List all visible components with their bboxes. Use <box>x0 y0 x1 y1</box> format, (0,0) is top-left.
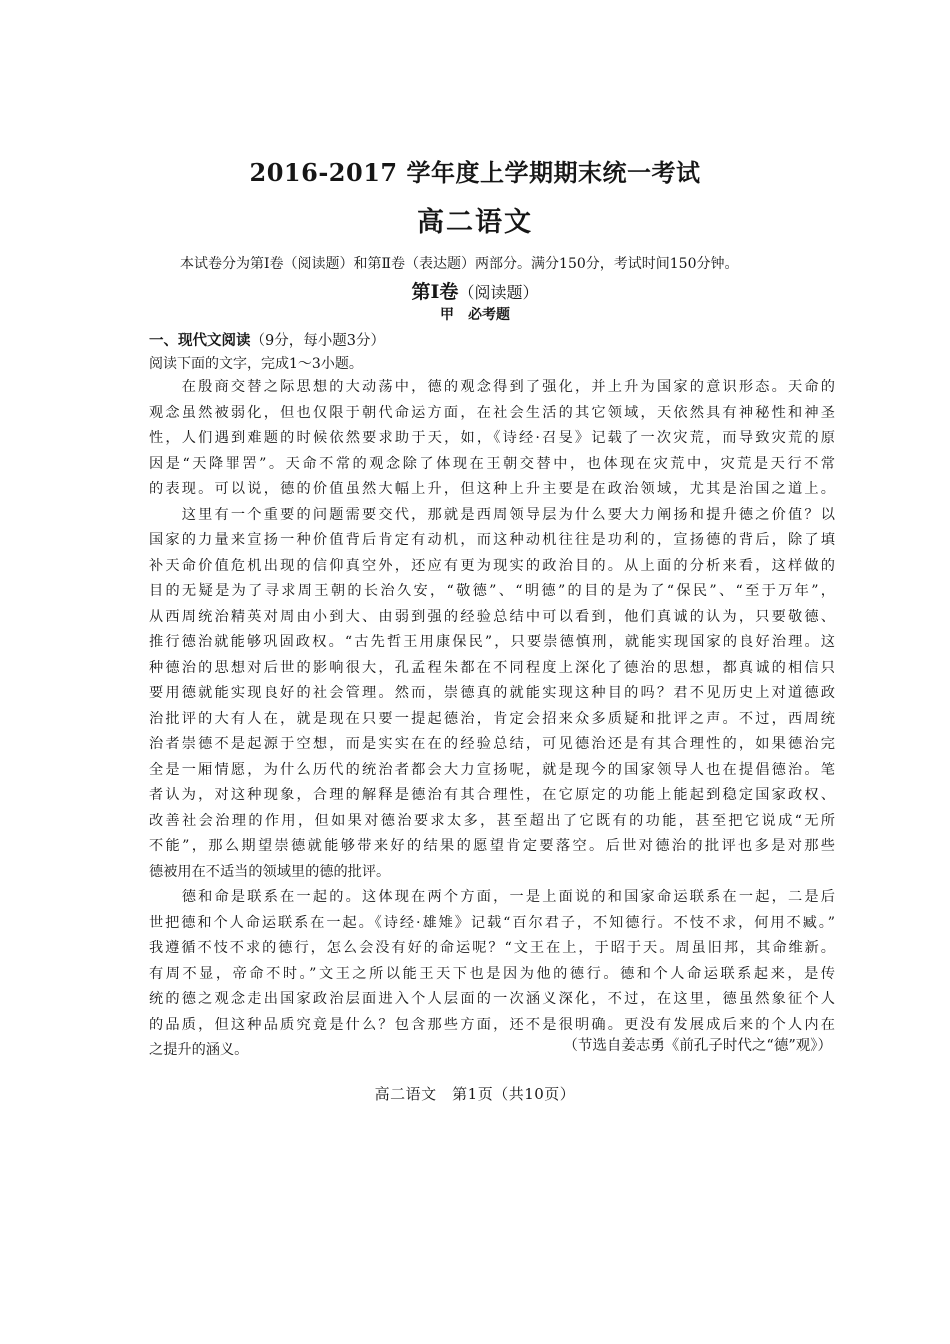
exam-title: 2016-2017 学年度上学期期末统一考试 <box>249 158 701 187</box>
subject-title: 高二语文 <box>417 207 533 238</box>
passage-line: 这里有一个重要的问题需要交代，那就是西周领导层为什么要大力阐扬和提升德之价值？以 <box>149 506 835 523</box>
passage-line: 全是一厢情愿，为什么历代的统治者都会大力宣扬呢，就是现今的国家领导人也在提倡德治。笔 <box>149 761 835 778</box>
passage-line: 德被用在不适当的领域里的德的批评。 <box>149 863 391 880</box>
part-label: 甲 必考题 <box>440 307 510 323</box>
passage-line: 性，人们遇到难题的时候依然要求助于天，如，《诗经·召旻》记载了一次灾荒，而导致灾荒的原 <box>149 430 835 446</box>
passage-line: 世把德和个人命运联系在一起。《诗经·雄雉》记载“百尔君子，不知德行。不忮不求，何用不臧。” <box>149 914 835 931</box>
passage-line: 我遵循不忮不求的德行，怎么会没有好的命运呢？“文王在上，于昭于天。周虽旧邦，其命维新。 <box>149 940 835 956</box>
passage-line: 种德治的思想对后世的影响很大，孔孟程朱都在不同程度上深化了德治的思想，都真诚的相信只 <box>149 659 835 676</box>
passage-line: 因是“天降罪罟”。天命不常的观念除了体现在王朝交替中，也体现在灾荒中，灾荒是天行不常 <box>149 455 835 472</box>
passage-line: 统的德之观念走出国家政治层面进入个人层面的一次涵义深化，不过，在这里，德虽然象征个人 <box>149 991 835 1007</box>
passage-line: 治批评的大有人在，就是现在只要一提起德治，肯定会招来众多质疑和批评之声。不过，西周统 <box>149 710 835 727</box>
volume-title-main: 第Ⅰ卷 <box>411 281 459 303</box>
passage-line: 不能”，那么期望崇德就能够带来好的结果的愿望肯定要落空。后世对德治的批评也多是对那些 <box>149 838 835 854</box>
passage-line: 观念虽然被弱化，但也仅限于朝代命运方面，在社会生活的其它领域，天依然具有神秘性和神圣 <box>149 404 835 421</box>
passage-line: 之提升的涵义。 <box>149 1042 249 1058</box>
volume-title <box>0 277 950 304</box>
passage-line: 的品质，但这种品质究竟是什么？包含那些方面，还不是很明确。更没有发展成后来的个人内在 <box>149 1016 835 1033</box>
volume-title-note: （阅读题） <box>458 283 539 302</box>
passage-line: 从西周统治精英对周由小到大、由弱到强的经验总结中可以看到，他们真诚的认为，只要敬德、 <box>149 608 835 625</box>
passage-line: 改善社会治理的作用，但如果对德治要求太多，甚至超出了它既有的功能，甚至把它说成“无所 <box>149 812 835 829</box>
passage-line: 补天命价值危机出现的信仰真空外，还应有更为现实的政治目的。从上面的分析来看，这样做的 <box>149 557 835 574</box>
passage-paragraph-2 <box>149 503 835 886</box>
passage-line: 在殷商交替之际思想的大动荡中，德的观念得到了强化，并上升为国家的意识形态。天命的 <box>149 379 835 395</box>
passage-line: 有周不显，帝命不时。”文王之所以能王天下也是因为他的德行。德和个人命运联系起来，是传 <box>149 965 835 982</box>
page-footer: 高二语文 第1页（共10页） <box>374 1085 576 1103</box>
passage-line: 德和命是联系在一起的。这体现在两个方面，一是上面说的和国家命运联系在一起，二是后 <box>149 889 835 905</box>
passage-line: 的表现。可以说，德的价值虽然大幅上升，但这种上升主要是在政治领域，尤其是治国之道上。 <box>149 481 835 497</box>
passage-line: 者认为，对这种现象，合理的解释是德治有其合理性，在它原定的功能上能起到稳定国家政权、 <box>149 787 835 803</box>
passage-paragraph-1 <box>149 375 835 503</box>
section-heading-main: 一、现代文阅读 <box>149 332 251 349</box>
passage-line: 治者崇德不是起源于空想，而是实实在在的经验总结，可见德治还是有其合理性的，如果德治完 <box>149 736 835 752</box>
passage-line: 要用德就能实现良好的社会管理。然而，崇德真的就能实现这种目的吗？君不见历史上对道德政 <box>149 685 835 701</box>
passage-line: 目的无疑是为了寻求周王朝的长治久安，“敬德”、“明德”的目的是为了“保民”、“至于万年”， <box>149 583 835 599</box>
passage-line: 推行德治就能够巩固政权。“古先哲王用康保民”，只要崇德慎刑，就能实现国家的良好治理。这 <box>149 634 835 650</box>
reading-instruction: 阅读下面的文字，完成1～3小题。 <box>149 356 363 372</box>
section-heading-note: （9分，每小题3分） <box>250 333 385 349</box>
exam-instructions: 本试卷分为第Ⅰ卷（阅读题）和第Ⅱ卷（表达题）两部分。满分150分，考试时间150分钟。 <box>180 256 739 272</box>
section-heading <box>149 329 385 350</box>
reading-passage <box>149 375 835 1064</box>
passage-line: 国家的力量来宣扬一种价值背后肯定有动机，而这种动机往往是功利的，宣扬德的背后，除了填 <box>149 532 835 548</box>
passage-source: （节选自姜志勇《前孔子时代之“德”观》） <box>563 1038 832 1054</box>
